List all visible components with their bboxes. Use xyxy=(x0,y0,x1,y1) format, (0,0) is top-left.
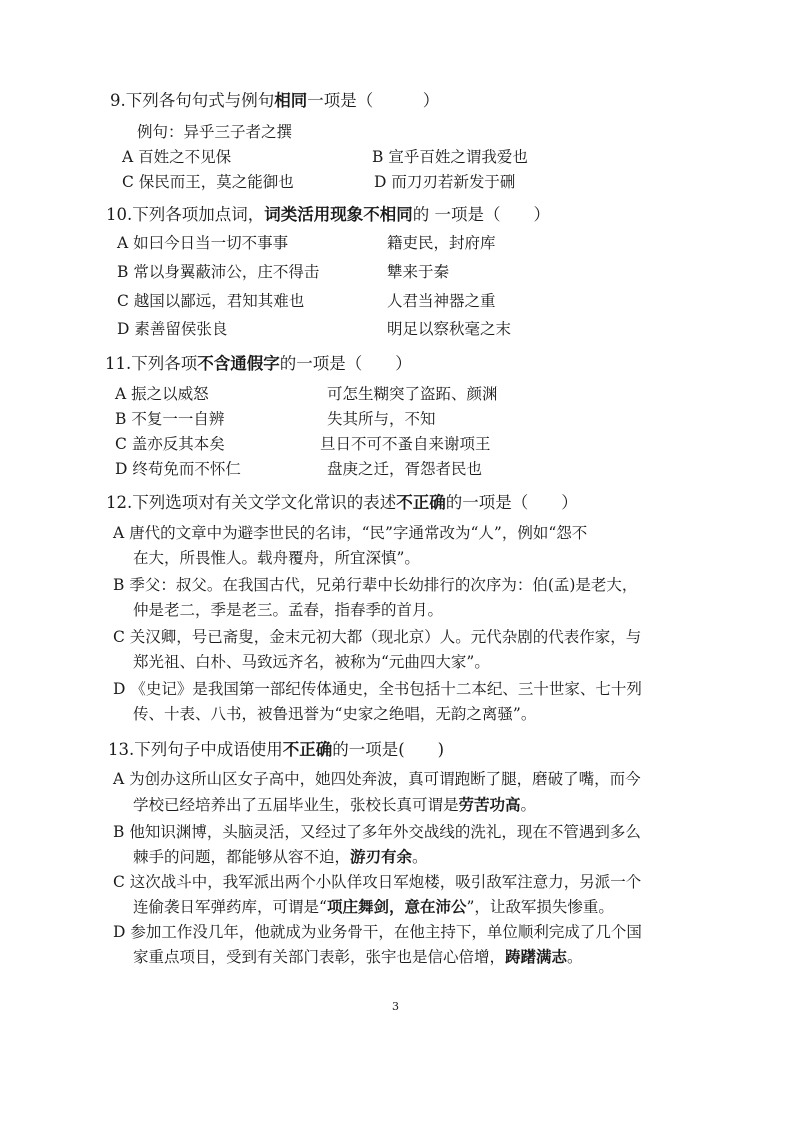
q10-option-c-right: 人君当神器之重 xyxy=(387,292,496,310)
q13-option-c-end: ”，让敌军损失惨重。 xyxy=(466,898,614,916)
q11-option-a-left: A 振之以威怒 xyxy=(115,385,209,403)
q9-example: 例句：异乎三子者之撰 xyxy=(137,123,293,141)
q13-option-d-text: 家重点项目，受到有关部门表彰，张宇也是信心倍增， xyxy=(133,948,506,966)
q13-option-a-line2 xyxy=(133,794,536,816)
q13-stem xyxy=(108,739,444,761)
q12-option-d-line1: D 《史记》是我国第一部纪传体通史，全书包括十二本纪、三十世家、七十列 xyxy=(113,680,642,698)
q10-stem xyxy=(106,204,550,226)
q11-option-c-left: C 盖亦反其本矣 xyxy=(115,435,225,453)
q12-option-b-line1: B 季父：叔父。在我国古代，兄弟行辈中长幼排行的次序为：伯(孟)是老大， xyxy=(113,576,638,594)
q11-option-d-right: 盘庚之迁，胥怨者民也 xyxy=(327,460,483,478)
q13-option-b-text: 棘手的问题，都能够从容不迫， xyxy=(133,848,351,866)
q9-option-b: B 宣乎百姓之谓我爱也 xyxy=(372,148,528,166)
q13-option-c-text: 连偷袭日军弹药库，可谓是“ xyxy=(133,898,327,916)
q12-stem-tail: 的一项是（ ） xyxy=(445,493,578,512)
q9-option-c: C 保民而王，莫之能御也 xyxy=(122,173,294,191)
q13-option-d-end: 。 xyxy=(567,948,583,966)
q13-option-a-end: 。 xyxy=(520,796,537,814)
page-number: 3 xyxy=(392,1000,399,1013)
q9-stem-tail: 一项是（ ） xyxy=(307,91,440,110)
q11-option-a-right: 可怎生糊突了盗跖、颜渊 xyxy=(327,385,498,403)
q13-option-a-line1: A 为创办这所山区女子高中，她四处奔波，真可谓跑断了腿，磨破了嘴，而今 xyxy=(113,770,641,788)
q9-stem-bold: 相同 xyxy=(274,91,308,110)
q11-stem xyxy=(105,353,412,375)
q9-option-d: D 而刀刃若新发于硎 xyxy=(374,173,516,191)
q13-option-c-line2 xyxy=(133,896,614,918)
q10-option-c-left: C 越国以鄙远，君知其难也 xyxy=(117,292,305,310)
q13-option-b-line1: B 他知识渊博，头脑灵活，又经过了多年外交战线的洗礼，现在不管遇到多么 xyxy=(113,823,641,841)
q13-option-d-idiom: 踌躇满志 xyxy=(505,947,568,966)
q13-stem-text: 13.下列句子中成语使用 xyxy=(108,740,283,759)
q13-option-c-line1: C 这次战斗中，我军派出两个小队佯攻日军炮楼，吸引敌军注意力，另派一个 xyxy=(113,873,642,891)
q13-option-a-text: 学校已经培养出了五届毕业生，张校长真可谓是 xyxy=(133,796,459,814)
q10-option-b-right: 犨来于秦 xyxy=(387,263,450,281)
q11-stem-text: 11.下列各项 xyxy=(105,354,198,373)
q11-stem-tail: 的一项是（ ） xyxy=(279,354,412,373)
q11-option-c-right: 旦日不可不蚤自来谢项王 xyxy=(320,435,491,453)
q11-option-b-left: B 不复一一自辨 xyxy=(115,410,225,428)
q12-option-c-line1: C 关汉卿，号已斋叟，金末元初大都（现北京）人。元代杂剧的代表作家，与 xyxy=(113,628,642,646)
q13-stem-bold: 不正确 xyxy=(282,740,333,759)
q12-option-b-line2: 仲是老二，季是老三。孟春，指春季的首月。 xyxy=(133,601,444,619)
q12-option-a-line1: A 唐代的文章中为避李世民的名讳，“民”字通常改为“人”，例如“怨不 xyxy=(113,524,588,542)
q10-option-a-right: 籍吏民，封府库 xyxy=(387,234,496,252)
q13-option-a-idiom: 劳苦功高 xyxy=(458,795,521,814)
q12-stem-text: 12.下列选项对有关文学文化常识的表述 xyxy=(106,493,397,512)
q13-option-c-idiom: 项庄舞剑，意在沛公 xyxy=(326,897,467,916)
q10-stem-bold: 词类活用现象不相同 xyxy=(264,205,413,224)
q11-option-b-right: 失其所与，不知 xyxy=(327,410,436,428)
q13-option-d-line2 xyxy=(133,946,583,968)
q9-stem xyxy=(110,90,439,112)
q9-option-a: A 百姓之不见保 xyxy=(122,148,232,166)
q13-option-b-line2 xyxy=(133,846,428,868)
q10-stem-tail: 的 一项是（ ） xyxy=(412,205,550,224)
q11-option-d-left: D 终苟免而不怀仁 xyxy=(115,460,241,478)
q12-option-c-line2: 郑光祖、白朴、马致远齐名，被称为“元曲四大家”。 xyxy=(133,653,490,671)
q10-option-b-left: B 常以身翼蔽沛公，庄不得击 xyxy=(117,263,320,281)
q10-stem-text: 10.下列各项加点词， xyxy=(106,205,265,224)
q13-option-d-line1: D 参加工作没几年，他就成为业务骨干，在他主持下，单位顺利完成了几个国 xyxy=(113,923,642,941)
q12-stem xyxy=(106,492,578,514)
q9-stem-text: 9.下列各句句式与例句 xyxy=(110,91,275,110)
q13-option-b-end: 。 xyxy=(412,848,428,866)
q10-option-d-left: D 素善留侯张良 xyxy=(117,320,228,338)
q10-option-a-left: A 如曰今日当一切不事事 xyxy=(117,234,289,252)
q10-option-d-right: 明足以察秋毫之末 xyxy=(387,320,512,338)
q13-stem-tail: 的一项是( ) xyxy=(332,740,445,759)
q11-stem-bold: 不含通假字 xyxy=(197,354,280,373)
q13-option-b-idiom: 游刃有余 xyxy=(350,847,413,866)
q12-option-d-line2: 传、十表、八书，被鲁迅誉为“史家之绝唱，无韵之离骚”。 xyxy=(133,705,537,723)
q12-option-a-line2: 在大，所畏惟人。载舟覆舟，所宜深慎”。 xyxy=(133,549,420,567)
q12-stem-bold: 不正确 xyxy=(396,493,446,512)
